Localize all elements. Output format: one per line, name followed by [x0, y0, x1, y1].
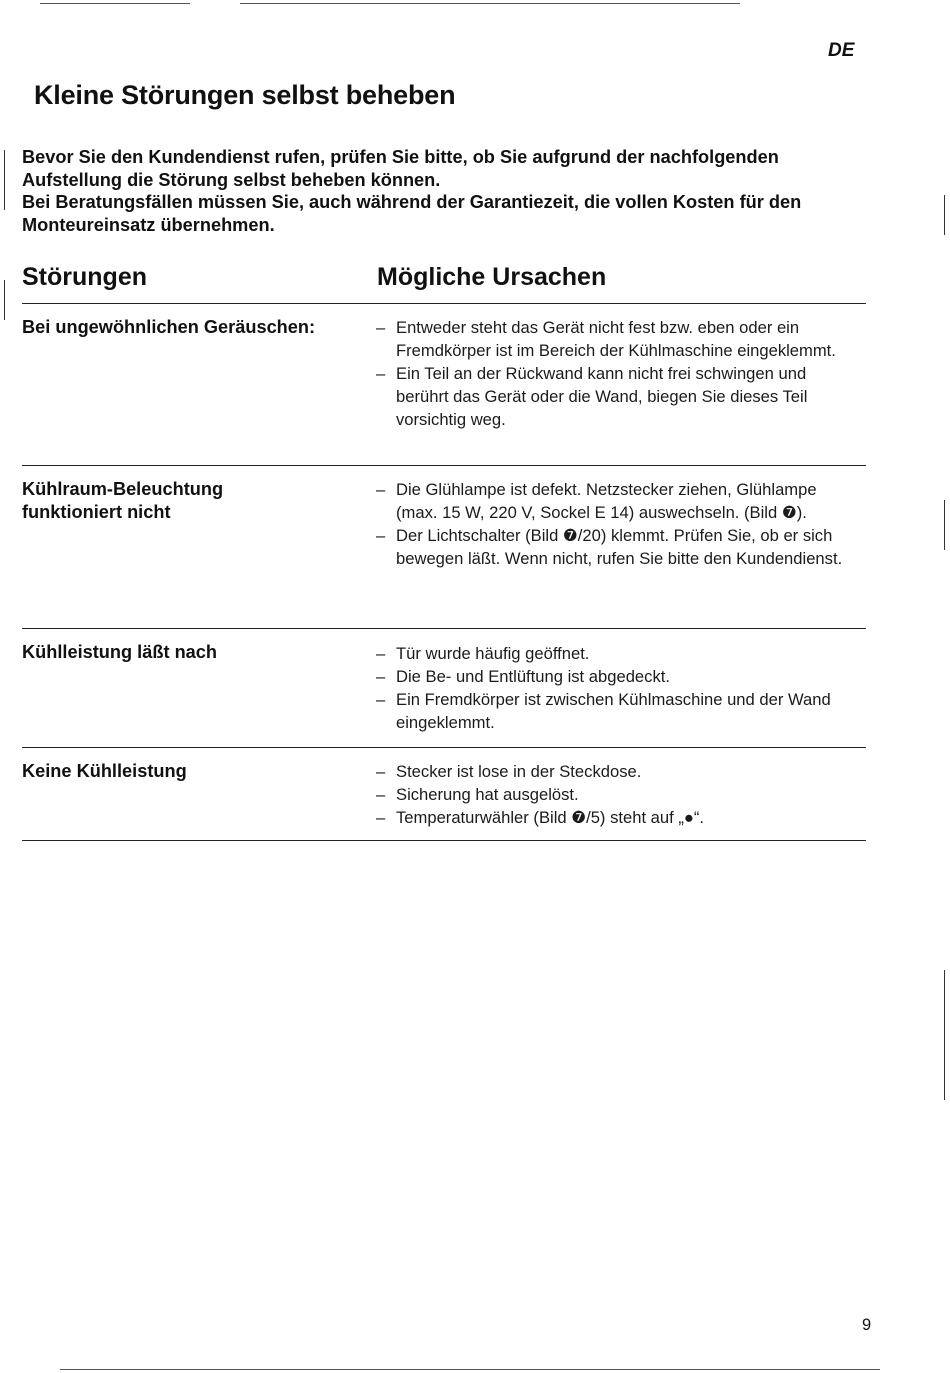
cause-item: – Der Lichtschalter (Bild ❼/20) klemmt. Prüfen Sie, ob er sich bewegen läßt. Wenn nicht, rufen Sie bitte den Kundendienst.	[376, 524, 856, 570]
column-header-causes: Mögliche Ursachen	[377, 263, 607, 291]
causes-list	[376, 316, 856, 431]
cause-item: – Sicherung hat ausgelöst.	[376, 783, 856, 806]
causes-list	[376, 642, 856, 734]
table-divider	[22, 628, 866, 629]
scan-margin-mark	[4, 280, 5, 320]
cause-item: – Die Be- und Entlüftung ist abgedeckt.	[376, 665, 856, 688]
intro-paragraph: Bei Beratungsfällen müssen Sie, auch während der Garantiezeit, die vollen Kosten für den Monteureinsatz übernehmen.	[22, 192, 802, 235]
symptom-cell	[22, 641, 367, 664]
scan-edge-mark	[40, 3, 190, 4]
table-divider	[22, 303, 866, 304]
language-code: DE	[828, 40, 855, 61]
symptom-cell	[22, 478, 367, 523]
scan-edge-mark	[60, 1369, 880, 1370]
scan-margin-mark	[4, 150, 5, 210]
table-divider	[22, 747, 866, 748]
cause-item: – Ein Fremdkörper ist zwischen Kühlmaschine und der Wand eingeklemmt.	[376, 688, 856, 734]
column-header-symptoms: Störungen	[22, 263, 147, 291]
causes-list	[376, 760, 856, 829]
symptom-text: Bei ungewöhnlichen Geräuschen:	[22, 317, 316, 337]
scan-margin-mark	[944, 195, 945, 235]
symptom-text: Keine Kühlleistung	[22, 761, 187, 781]
page-title: Kleine Störungen selbst beheben	[34, 80, 456, 110]
cause-item: – Stecker ist lose in der Steckdose.	[376, 760, 856, 783]
intro-text	[22, 146, 882, 236]
cause-item: – Ein Teil an der Rückwand kann nicht frei schwingen und berührt das Gerät oder die Wand, biegen Sie dieses Teil vorsichtig weg.	[376, 362, 856, 431]
scan-margin-mark	[944, 500, 945, 550]
symptom-text: Kühlleistung läßt nach	[22, 642, 218, 662]
scan-margin-mark	[944, 970, 945, 1100]
causes-list	[376, 478, 856, 570]
page-number: 9	[862, 1316, 872, 1334]
cause-item: – Entweder steht das Gerät nicht fest bzw. eben oder ein Fremdkörper ist im Bereich der Kühlmaschine eingeklemmt.	[376, 316, 856, 362]
cause-item: – Temperaturwähler (Bild ❼/5) steht auf „●“.	[376, 806, 856, 829]
cause-item: – Tür wurde häufig geöffnet.	[376, 642, 856, 665]
cause-item: – Die Glühlampe ist defekt. Netzstecker ziehen, Glühlampe (max. 15 W, 220 V, Sockel E 14) auswechseln. (Bild ❼).	[376, 478, 856, 524]
intro-paragraph: Bevor Sie den Kundendienst rufen, prüfen Sie bitte, ob Sie aufgrund der nachfolgenden Aufstellung die Störung selbst beheben können.	[22, 147, 779, 190]
symptom-text: funktioniert nicht	[22, 501, 171, 522]
table-divider	[22, 465, 866, 466]
symptom-text: Kühlraum-Beleuchtung	[22, 479, 224, 499]
scan-edge-mark	[240, 3, 740, 4]
symptom-cell	[22, 760, 367, 783]
symptom-cell	[22, 316, 367, 339]
table-divider	[22, 840, 866, 841]
